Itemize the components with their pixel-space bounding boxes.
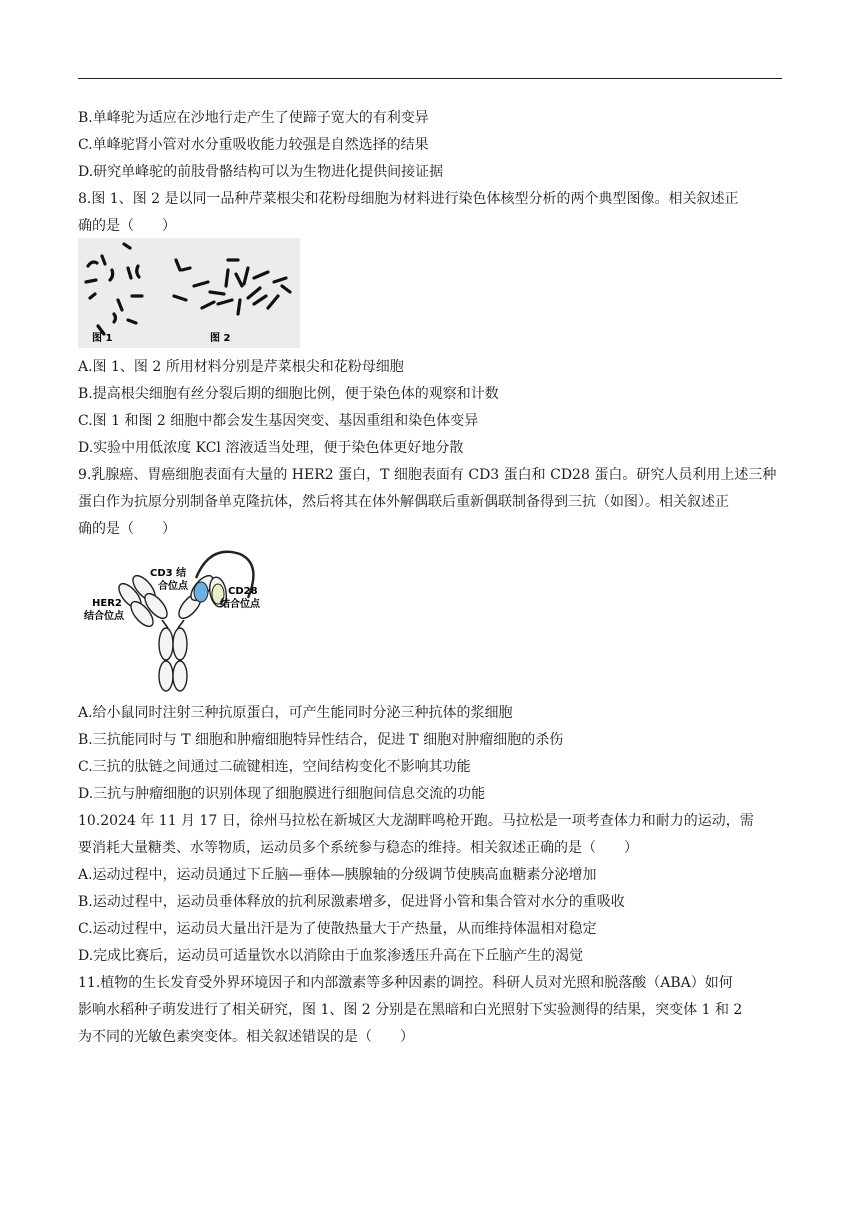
cd28-label-line1: CD28 — [228, 586, 258, 597]
her2-label-line2: 结合位点 — [84, 611, 124, 622]
q11-stem-line3: 为不同的光敏色素突变体。相关叙述错误的是（ ） — [78, 1029, 414, 1045]
q10-option-c: C.运动过程中，运动员大量出汗是为了使散热量大于产热量，从而维持体温相对稳定 — [78, 921, 597, 937]
q10-option-b: B.运动过程中，运动员垂体释放的抗利尿激素增多，促进肾小管和集合管对水分的重吸收 — [78, 894, 625, 910]
q9-option-a: A.给小鼠同时注射三种抗原蛋白，可产生能同时分泌三种抗体的浆细胞 — [78, 705, 513, 721]
figure-1-label: 图 1 — [92, 333, 113, 344]
header-rule — [78, 78, 782, 79]
cd3-label-line2: 合位点 — [158, 581, 188, 592]
figure-2-label: 图 2 — [210, 333, 231, 344]
q9-stem-line3: 确的是（ ） — [78, 521, 176, 537]
q9-stem-line1: 9.乳腺癌、胃癌细胞表面有大量的 HER2 蛋白，T 细胞表面有 CD3 蛋白和 CD28 蛋白。研究人员利用上述三种 — [78, 467, 777, 483]
q7-option-c: C.单峰驼肾小管对水分重吸收能力较强是自然选择的结果 — [78, 137, 429, 153]
q8-option-a: A.图 1、图 2 所用材料分别是芹菜根尖和花粉母细胞 — [78, 359, 404, 375]
antibody-diagram — [78, 548, 288, 696]
q8-stem-line2: 确的是（ ） — [78, 218, 176, 234]
q8-option-b: B.提高根尖细胞有丝分裂后期的细胞比例，便于染色体的观察和计数 — [78, 386, 499, 402]
q8-option-c: C.图 1 和图 2 细胞中都会发生基因突变、基因重组和染色体变异 — [78, 413, 479, 429]
cd28-label-line2: 结合位点 — [220, 599, 260, 610]
her2-label-line1: HER2 — [92, 598, 122, 609]
q11-stem-line1: 11.植物的生长发育受外界环境因子和内部激素等多种因素的调控。科研人员对光照和脱落酸（ABA）如何 — [78, 975, 733, 991]
trispecific-antibody-figure — [78, 548, 288, 696]
q9-option-d: D.三抗与肿瘤细胞的识别体现了细胞膜进行细胞间信息交流的功能 — [78, 786, 486, 802]
cd3-label-line1: CD3 结 — [150, 568, 187, 579]
q9-stem-line2: 蛋白作为抗原分别制备单克隆抗体，然后将其在体外解偶联后重新偶联制备得到三抗（如图）。相关叙述正 — [78, 494, 729, 510]
q11-stem-line2: 影响水稻种子萌发进行了相关研究，图 1、图 2 分别是在黑暗和白光照射下实验测得的结果，突变体 1 和 2 — [78, 1002, 743, 1018]
q10-stem-line1: 10.2024 年 11 月 17 日，徐州马拉松在新城区大龙湖畔鸣枪开跑。马拉松是一项考查体力和耐力的运动，需 — [78, 813, 754, 829]
q10-stem-line2: 要消耗大量糖类、水等物质，运动员多个系统参与稳态的维持。相关叙述正确的是（ ） — [78, 840, 638, 856]
q9-option-c: C.三抗的肽链之间通过二硫键相连，空间结构变化不影响其功能 — [78, 759, 471, 775]
q7-option-b: B.单峰驼为适应在沙地行走产生了使蹄子宽大的有利变异 — [78, 110, 429, 126]
q8-option-d: D.实验中用低浓度 KCl 溶液适当处理，便于染色体更好地分散 — [78, 440, 464, 456]
q10-option-d: D.完成比赛后，运动员可适量饮水以消除由于血浆渗透压升高在下丘脑产生的渴觉 — [78, 948, 584, 964]
q10-option-a: A.运动过程中，运动员通过下丘脑—垂体—胰腺轴的分级调节使胰高血糖素分泌增加 — [78, 867, 597, 883]
q8-stem-line1: 8.图 1、图 2 是以同一品种芹菜根尖和花粉母细胞为材料进行染色体核型分析的两个典型图像。相关叙述正 — [78, 191, 739, 207]
q9-option-b: B.三抗能同时与 T 细胞和肿瘤细胞特异性结合，促进 T 细胞对肿瘤细胞的杀伤 — [78, 732, 564, 748]
q7-option-d: D.研究单峰驼的前肢骨骼结构可以为生物进化提供间接证据 — [78, 164, 444, 180]
karyotype-figure — [78, 238, 300, 348]
chromosome-micrograph — [78, 238, 300, 348]
